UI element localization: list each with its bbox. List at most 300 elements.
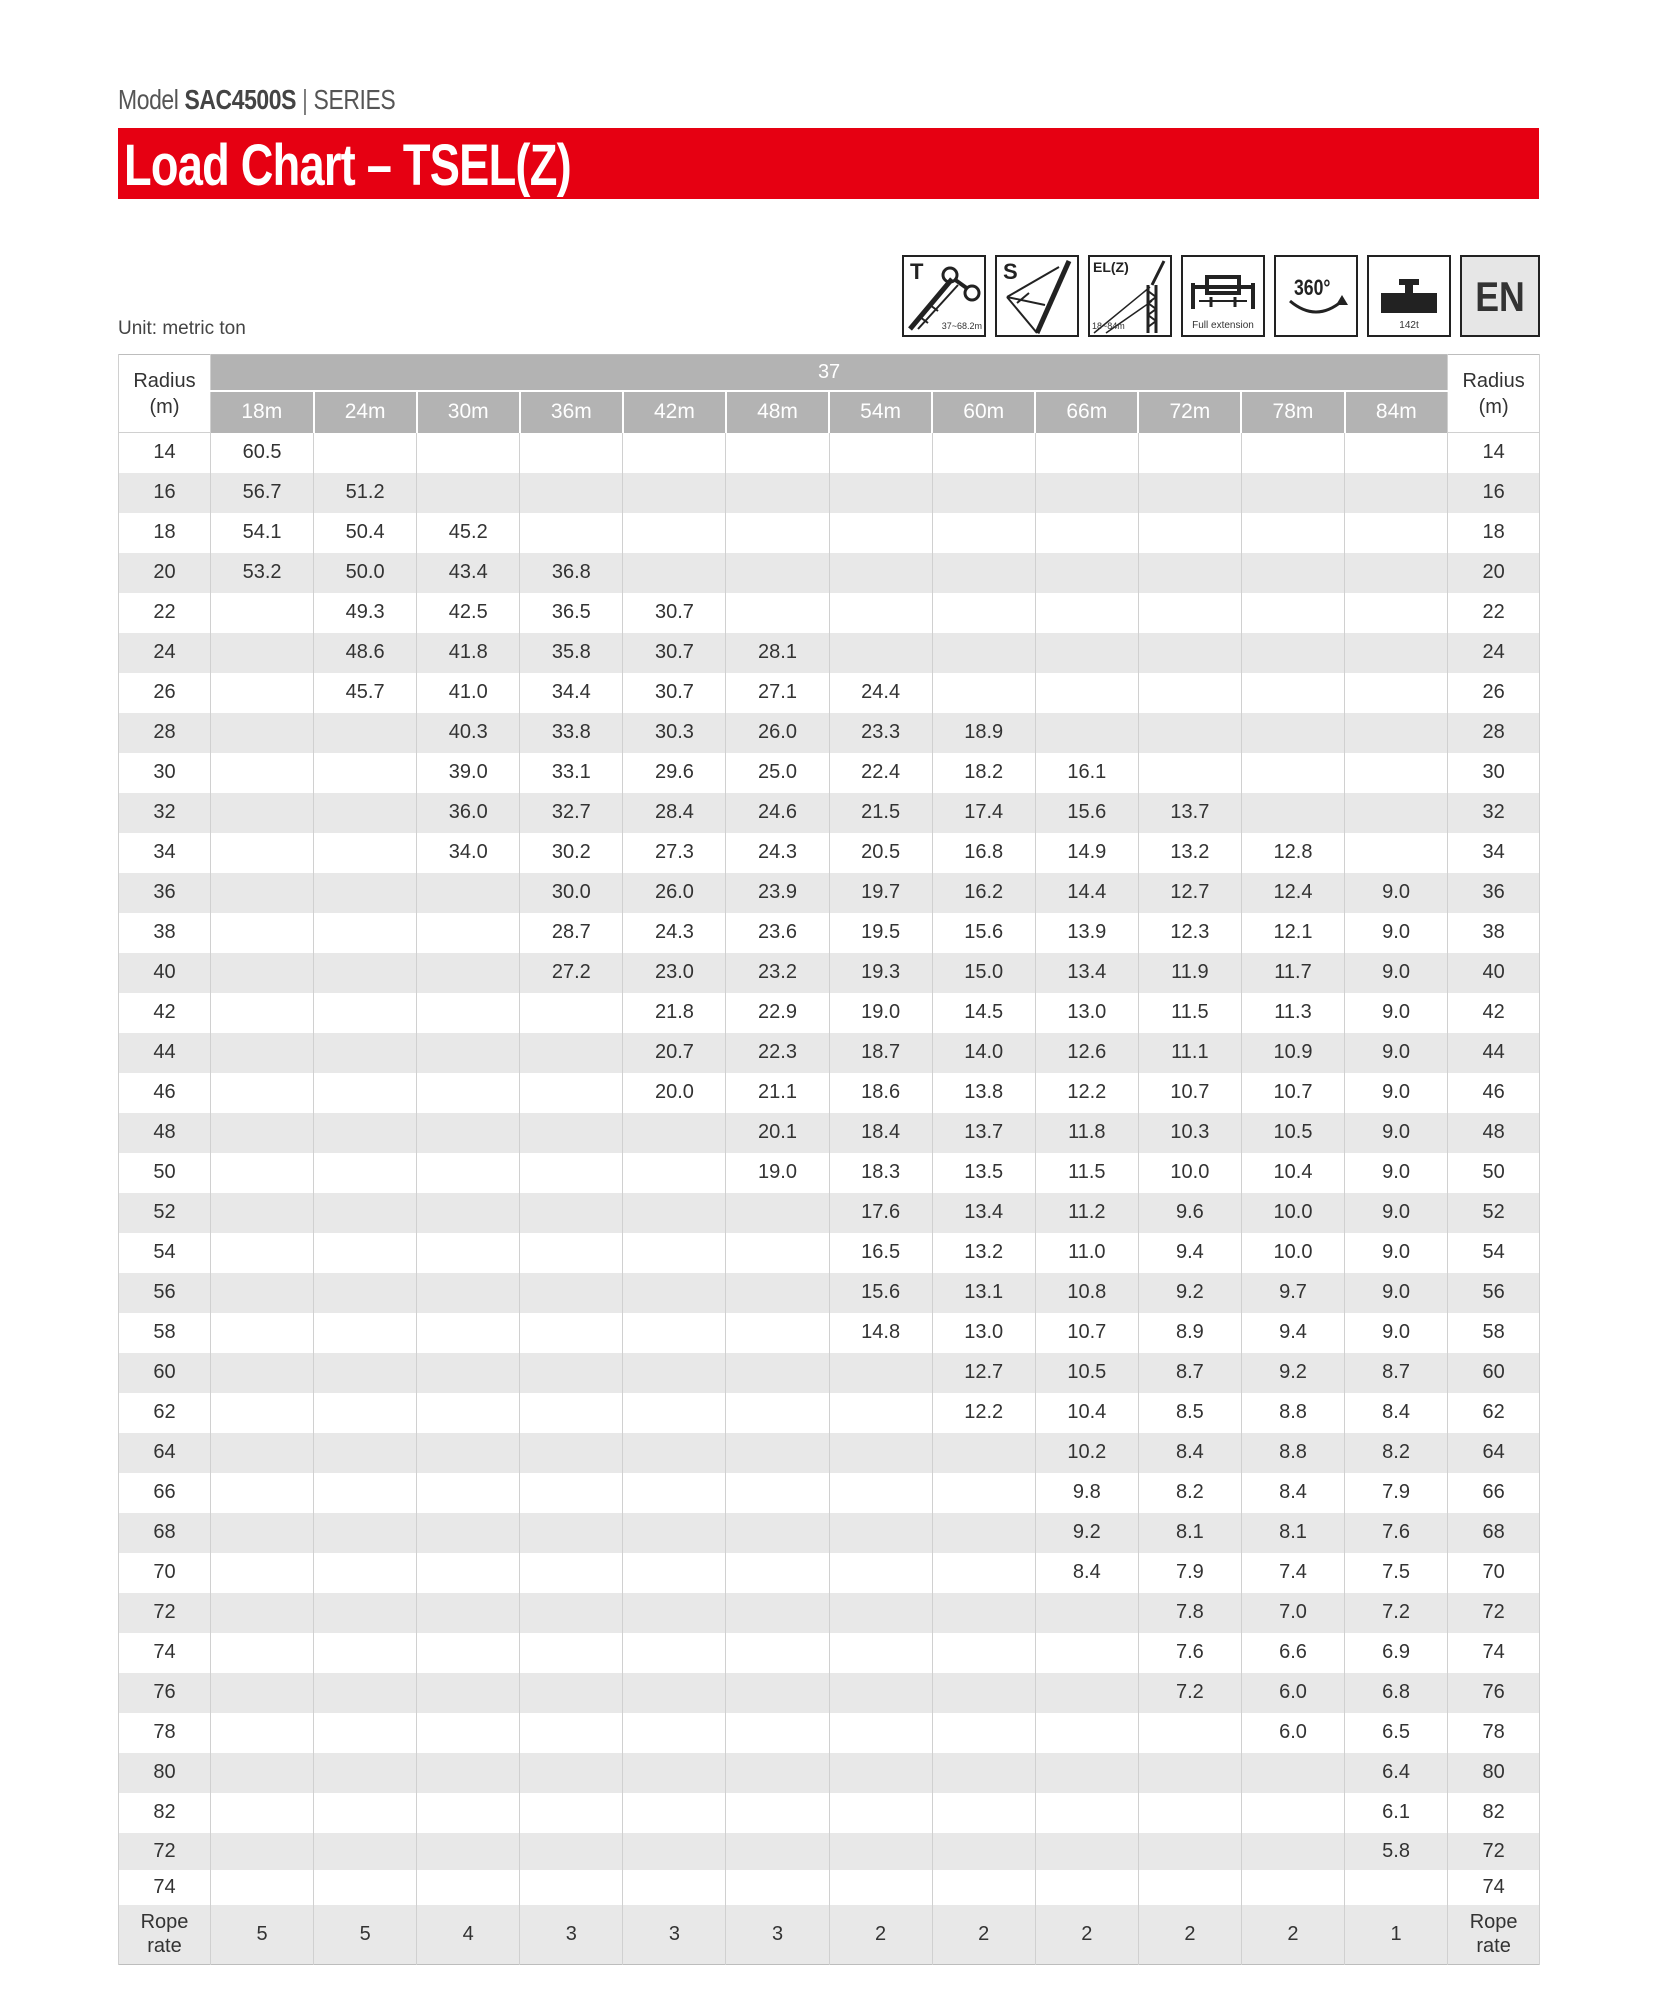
table-row [119, 1833, 1540, 1870]
load-value-cell: 10.7 [1241, 1073, 1344, 1113]
load-value-cell: 6.8 [1345, 1673, 1448, 1713]
load-value-cell: 6.1 [1345, 1793, 1448, 1833]
load-value-cell: 7.8 [1138, 1593, 1241, 1633]
radius-cell: 44 [1448, 1033, 1540, 1073]
radius-cell: 34 [119, 833, 211, 873]
load-value-cell [211, 1593, 314, 1633]
load-value-cell [314, 1633, 417, 1673]
load-value-cell: 20.0 [623, 1073, 726, 1113]
table-row [119, 753, 1540, 793]
load-value-cell: 8.1 [1241, 1513, 1344, 1553]
radius-cell: 74 [119, 1633, 211, 1673]
luffing-jib-letter: EL(Z) [1093, 259, 1129, 275]
radius-cell: 32 [1448, 793, 1540, 833]
load-value-cell: 53.2 [211, 553, 314, 593]
load-value-cell [314, 1233, 417, 1273]
load-value-cell [1241, 793, 1344, 833]
load-value-cell: 11.5 [1035, 1153, 1138, 1193]
load-value-cell [417, 1713, 520, 1753]
radius-cell: 78 [1448, 1713, 1540, 1753]
load-value-cell [314, 873, 417, 913]
radius-cell: 68 [1448, 1513, 1540, 1553]
rope-rate-label [1448, 1905, 1540, 1965]
load-value-cell [623, 1793, 726, 1833]
load-value-cell: 36.8 [520, 553, 623, 593]
load-value-cell: 33.1 [520, 753, 623, 793]
radius-cell: 80 [1448, 1753, 1540, 1793]
rope-rate-cell: 4 [417, 1905, 520, 1965]
load-value-cell [932, 673, 1035, 713]
load-value-cell [520, 1673, 623, 1713]
load-value-cell [829, 513, 932, 553]
load-value-cell [623, 1233, 726, 1273]
load-value-cell [417, 1793, 520, 1833]
table-row [119, 1313, 1540, 1353]
language-en-icon [1460, 255, 1540, 337]
load-value-cell [314, 833, 417, 873]
load-value-cell [623, 1473, 726, 1513]
load-value-cell [726, 1833, 829, 1870]
load-value-cell [520, 1433, 623, 1473]
load-value-cell: 10.3 [1138, 1113, 1241, 1153]
load-value-cell [829, 1473, 932, 1513]
load-value-cell [623, 473, 726, 513]
load-value-cell [211, 713, 314, 753]
load-value-cell: 12.2 [932, 1393, 1035, 1433]
load-value-cell [932, 1553, 1035, 1593]
load-value-cell: 10.0 [1241, 1233, 1344, 1273]
load-value-cell [211, 1193, 314, 1233]
load-value-cell: 30.2 [520, 833, 623, 873]
load-value-cell [1138, 1713, 1241, 1753]
load-value-cell [520, 513, 623, 553]
load-value-cell [1138, 593, 1241, 633]
load-value-cell [520, 1353, 623, 1393]
load-value-cell: 32.7 [520, 793, 623, 833]
load-value-cell [1035, 513, 1138, 553]
load-value-cell [1241, 753, 1344, 793]
load-value-cell [726, 473, 829, 513]
load-value-cell: 10.2 [1035, 1433, 1138, 1473]
load-value-cell: 15.0 [932, 953, 1035, 993]
load-value-cell [211, 1113, 314, 1153]
rope-rate-row [119, 1905, 1540, 1965]
load-value-cell: 27.1 [726, 673, 829, 713]
load-value-cell [932, 1673, 1035, 1713]
rope-rate-cell: 2 [932, 1905, 1035, 1965]
load-value-cell: 13.2 [1138, 833, 1241, 873]
load-value-cell [211, 953, 314, 993]
load-value-cell [1138, 1753, 1241, 1793]
table-row [119, 1513, 1540, 1553]
table-row [119, 1153, 1540, 1193]
table-row [119, 1113, 1540, 1153]
load-value-cell: 41.8 [417, 633, 520, 673]
radius-cell: 42 [119, 993, 211, 1033]
load-value-cell: 9.0 [1345, 873, 1448, 913]
load-value-cell [623, 1833, 726, 1870]
load-value-cell: 30.0 [520, 873, 623, 913]
radius-cell: 70 [119, 1553, 211, 1593]
load-value-cell: 17.4 [932, 793, 1035, 833]
radius-cell: 18 [1448, 513, 1540, 553]
load-value-cell: 7.0 [1241, 1593, 1344, 1633]
load-value-cell [1138, 1833, 1241, 1870]
load-value-cell: 9.7 [1241, 1273, 1344, 1313]
radius-cell: 54 [1448, 1233, 1540, 1273]
radius-cell: 82 [1448, 1793, 1540, 1833]
load-value-cell: 25.0 [726, 753, 829, 793]
load-value-cell [211, 993, 314, 1033]
load-value-cell [829, 1633, 932, 1673]
load-value-cell [417, 1233, 520, 1273]
radius-cell: 58 [1448, 1313, 1540, 1353]
radius-header-left [119, 355, 211, 433]
load-value-cell [1345, 753, 1448, 793]
radius-cell: 62 [1448, 1393, 1540, 1433]
load-value-cell: 13.2 [932, 1233, 1035, 1273]
load-value-cell: 24.6 [726, 793, 829, 833]
load-value-cell [314, 1753, 417, 1793]
load-value-cell: 10.5 [1241, 1113, 1344, 1153]
jib-length-header: 54m [829, 391, 932, 433]
radius-cell: 72 [119, 1593, 211, 1633]
load-value-cell [314, 1353, 417, 1393]
load-value-cell [1035, 473, 1138, 513]
title-bar [118, 128, 1539, 199]
load-value-cell [520, 1113, 623, 1153]
load-value-cell: 21.5 [829, 793, 932, 833]
load-value-cell: 12.2 [1035, 1073, 1138, 1113]
load-value-cell: 23.2 [726, 953, 829, 993]
load-value-cell: 7.9 [1345, 1473, 1448, 1513]
load-value-cell [417, 1753, 520, 1793]
load-value-cell: 54.1 [211, 513, 314, 553]
load-chart-body [119, 433, 1540, 1965]
load-value-cell: 8.7 [1345, 1353, 1448, 1393]
load-value-cell [417, 1353, 520, 1393]
load-value-cell [417, 1313, 520, 1353]
luffing-jib-icon [1088, 255, 1172, 337]
table-row [119, 1193, 1540, 1233]
radius-header-label: Radius [1462, 369, 1525, 392]
load-value-cell [726, 1193, 829, 1233]
jib-length-header: 24m [314, 391, 417, 433]
load-value-cell [211, 913, 314, 953]
load-value-cell [211, 1033, 314, 1073]
load-value-cell [932, 1713, 1035, 1753]
load-value-cell [211, 753, 314, 793]
load-value-cell [211, 1313, 314, 1353]
load-value-cell [520, 1393, 623, 1433]
load-value-cell: 13.5 [932, 1153, 1035, 1193]
load-value-cell: 8.7 [1138, 1353, 1241, 1393]
load-value-cell: 8.8 [1241, 1393, 1344, 1433]
radius-cell: 32 [119, 793, 211, 833]
load-value-cell [829, 553, 932, 593]
load-value-cell [932, 433, 1035, 473]
load-value-cell: 41.0 [417, 673, 520, 713]
load-value-cell [829, 593, 932, 633]
rope-rate-cell: 3 [520, 1905, 623, 1965]
model-series: SERIES [313, 84, 396, 115]
load-value-cell [211, 1553, 314, 1593]
load-value-cell [726, 513, 829, 553]
radius-cell: 72 [1448, 1593, 1540, 1633]
load-value-cell: 9.0 [1345, 1193, 1448, 1233]
load-value-cell [314, 1033, 417, 1073]
load-value-cell: 9.8 [1035, 1473, 1138, 1513]
rotation-360-text: 360° [1294, 275, 1331, 300]
load-value-cell: 8.5 [1138, 1393, 1241, 1433]
load-value-cell [932, 1433, 1035, 1473]
load-value-cell [726, 1553, 829, 1593]
table-row [119, 513, 1540, 553]
load-value-cell: 12.6 [1035, 1033, 1138, 1073]
load-value-cell [314, 1273, 417, 1313]
radius-cell: 40 [119, 953, 211, 993]
load-value-cell: 7.4 [1241, 1553, 1344, 1593]
radius-cell: 30 [1448, 753, 1540, 793]
load-value-cell [1345, 833, 1448, 873]
load-value-cell [211, 1433, 314, 1473]
load-value-cell [1345, 473, 1448, 513]
load-value-cell [932, 633, 1035, 673]
radius-cell: 60 [119, 1353, 211, 1393]
load-value-cell: 13.4 [1035, 953, 1138, 993]
load-value-cell [520, 1193, 623, 1233]
load-value-cell: 12.4 [1241, 873, 1344, 913]
load-value-cell [417, 1433, 520, 1473]
load-value-cell [417, 1593, 520, 1633]
load-value-cell [314, 1313, 417, 1353]
load-value-cell [829, 1433, 932, 1473]
table-row [119, 433, 1540, 473]
radius-cell: 36 [119, 873, 211, 913]
radius-header-right [1448, 355, 1540, 433]
load-value-cell: 50.0 [314, 553, 417, 593]
load-value-cell [314, 1393, 417, 1433]
load-value-cell [520, 473, 623, 513]
load-value-cell: 11.2 [1035, 1193, 1138, 1233]
load-value-cell: 23.3 [829, 713, 932, 753]
load-value-cell [1138, 673, 1241, 713]
jib-length-header: 48m [726, 391, 829, 433]
load-value-cell: 22.9 [726, 993, 829, 1033]
load-value-cell: 8.2 [1138, 1473, 1241, 1513]
load-value-cell [1345, 713, 1448, 753]
load-value-cell: 30.7 [623, 593, 726, 633]
load-value-cell [1035, 1713, 1138, 1753]
load-value-cell [211, 1753, 314, 1793]
radius-cell: 42 [1448, 993, 1540, 1033]
load-value-cell [1241, 713, 1344, 753]
load-value-cell [1241, 593, 1344, 633]
load-value-cell [1345, 673, 1448, 713]
boom-length-header: 37 [211, 355, 1448, 391]
load-value-cell: 48.6 [314, 633, 417, 673]
load-value-cell: 30.3 [623, 713, 726, 753]
radius-cell: 66 [119, 1473, 211, 1513]
radius-cell: 74 [1448, 1633, 1540, 1673]
radius-cell: 36 [1448, 873, 1540, 913]
load-value-cell: 7.2 [1345, 1593, 1448, 1633]
radius-cell: 38 [119, 913, 211, 953]
load-value-cell [1035, 633, 1138, 673]
load-value-cell: 9.0 [1345, 913, 1448, 953]
jib-length-header: 30m [417, 391, 520, 433]
load-value-cell: 11.3 [1241, 993, 1344, 1033]
radius-cell: 16 [1448, 473, 1540, 513]
telescopic-boom-caption: 37~68.2m [941, 321, 982, 331]
load-value-cell [932, 513, 1035, 553]
table-row [119, 1870, 1540, 1905]
load-value-cell [1035, 1870, 1138, 1905]
load-value-cell: 11.7 [1241, 953, 1344, 993]
load-value-cell [417, 433, 520, 473]
load-value-cell [726, 1473, 829, 1513]
load-value-cell: 13.8 [932, 1073, 1035, 1113]
load-value-cell [211, 1153, 314, 1193]
load-value-cell [1345, 433, 1448, 473]
load-value-cell [314, 1153, 417, 1193]
load-value-cell [417, 1833, 520, 1870]
table-row [119, 1353, 1540, 1393]
load-value-cell: 45.7 [314, 673, 417, 713]
table-row [119, 673, 1540, 713]
load-value-cell [932, 1513, 1035, 1553]
load-value-cell [1241, 1870, 1344, 1905]
load-value-cell: 11.9 [1138, 953, 1241, 993]
load-value-cell: 60.5 [211, 433, 314, 473]
load-value-cell [829, 633, 932, 673]
luffing-jib-caption: 18~84m [1092, 321, 1125, 331]
load-value-cell [314, 993, 417, 1033]
load-value-cell [520, 1833, 623, 1870]
load-value-cell [211, 1870, 314, 1905]
load-value-cell [417, 1073, 520, 1113]
load-value-cell: 11.1 [1138, 1033, 1241, 1073]
load-value-cell: 24.4 [829, 673, 932, 713]
load-value-cell [623, 1313, 726, 1353]
load-value-cell [417, 473, 520, 513]
radius-cell: 78 [119, 1713, 211, 1753]
rope-rate-cell: 3 [726, 1905, 829, 1965]
load-value-cell [1138, 713, 1241, 753]
radius-cell: 76 [119, 1673, 211, 1713]
load-value-cell: 9.0 [1345, 1313, 1448, 1353]
load-value-cell [726, 1353, 829, 1393]
rope-rate-label-line2: rate [1476, 1935, 1511, 1958]
load-value-cell [726, 593, 829, 633]
load-value-cell [829, 1353, 932, 1393]
load-value-cell [623, 513, 726, 553]
load-value-cell [211, 1673, 314, 1713]
load-value-cell: 14.8 [829, 1313, 932, 1353]
load-value-cell: 16.1 [1035, 753, 1138, 793]
load-value-cell [829, 473, 932, 513]
radius-cell: 52 [119, 1193, 211, 1233]
radius-cell: 38 [1448, 913, 1540, 953]
load-value-cell: 33.8 [520, 713, 623, 753]
load-value-cell: 8.8 [1241, 1433, 1344, 1473]
load-value-cell: 6.0 [1241, 1713, 1344, 1753]
load-value-cell [211, 1633, 314, 1673]
load-value-cell: 7.5 [1345, 1553, 1448, 1593]
outrigger-full-extension-icon [1181, 255, 1265, 337]
load-value-cell [726, 1753, 829, 1793]
load-value-cell: 7.2 [1138, 1673, 1241, 1713]
radius-cell: 76 [1448, 1673, 1540, 1713]
table-row [119, 1753, 1540, 1793]
load-value-cell [520, 1273, 623, 1313]
load-value-cell: 23.9 [726, 873, 829, 913]
load-value-cell: 7.6 [1138, 1633, 1241, 1673]
load-value-cell: 6.4 [1345, 1753, 1448, 1793]
load-value-cell [1035, 1633, 1138, 1673]
radius-cell: 46 [1448, 1073, 1540, 1113]
radius-cell: 60 [1448, 1353, 1540, 1393]
load-value-cell [520, 1073, 623, 1113]
load-value-cell: 19.3 [829, 953, 932, 993]
load-value-cell: 35.8 [520, 633, 623, 673]
load-value-cell [829, 1793, 932, 1833]
table-row [119, 1633, 1540, 1673]
load-value-cell: 49.3 [314, 593, 417, 633]
rope-rate-label-line1: Rope [1469, 1911, 1518, 1934]
load-value-cell [932, 1870, 1035, 1905]
load-value-cell: 12.7 [932, 1353, 1035, 1393]
jib-length-header: 60m [932, 391, 1035, 433]
radius-header-unit: (m) [149, 395, 180, 418]
load-value-cell [314, 433, 417, 473]
load-value-cell: 18.9 [932, 713, 1035, 753]
radius-cell: 82 [119, 1793, 211, 1833]
load-value-cell: 8.4 [1241, 1473, 1344, 1513]
load-value-cell [932, 1593, 1035, 1633]
load-value-cell: 39.0 [417, 753, 520, 793]
load-value-cell: 6.0 [1241, 1673, 1344, 1713]
load-value-cell [1345, 593, 1448, 633]
load-value-cell [623, 1153, 726, 1193]
load-value-cell [314, 753, 417, 793]
load-value-cell [417, 1673, 520, 1713]
load-value-cell [211, 1353, 314, 1393]
model-line [118, 84, 395, 116]
load-value-cell [623, 1273, 726, 1313]
load-value-cell [623, 1393, 726, 1433]
load-value-cell: 16.5 [829, 1233, 932, 1273]
load-value-cell [1241, 473, 1344, 513]
load-value-cell [520, 1633, 623, 1673]
load-value-cell: 28.7 [520, 913, 623, 953]
load-value-cell: 14.5 [932, 993, 1035, 1033]
load-value-cell: 18.6 [829, 1073, 932, 1113]
load-value-cell [211, 793, 314, 833]
load-value-cell [623, 1353, 726, 1393]
load-value-cell: 40.3 [417, 713, 520, 753]
table-row [119, 1793, 1540, 1833]
load-value-cell [829, 433, 932, 473]
load-value-cell: 9.2 [1035, 1513, 1138, 1553]
load-value-cell [1241, 513, 1344, 553]
table-row [119, 1713, 1540, 1753]
load-value-cell [726, 1433, 829, 1473]
radius-cell: 52 [1448, 1193, 1540, 1233]
jib-length-header: 66m [1035, 391, 1138, 433]
load-value-cell [520, 1753, 623, 1793]
table-row [119, 1233, 1540, 1273]
